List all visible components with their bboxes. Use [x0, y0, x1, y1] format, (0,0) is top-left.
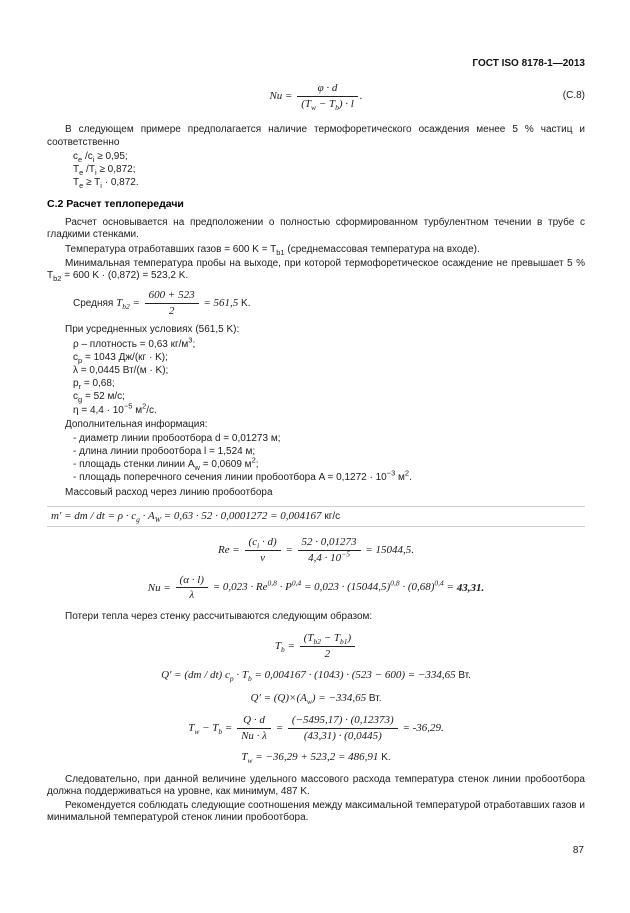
equation-c8-label: (С.8): [562, 90, 585, 102]
condition-line: $T_e \ge T_i \cdot 0,872$.: [73, 177, 139, 191]
fraction: $\frac{(T_{b2} - T_{b1})}{2}$: [300, 632, 356, 660]
info-line: - диаметр линии пробоотбора d = 0,01273 м;: [73, 432, 281, 444]
formula-nusselt: Nu = $\frac{(\alpha \cdot l)}{\lambda}$ = $0,023 \cdot Re^{0,8} \cdot P^{0,4} = 0,023 \cdot (15044,5)^{0,8} \cdot (0,68)^{0,4} = 43,31$.: [147, 573, 485, 602]
formula-q-area: $Q' = (Q)\times(A_w) = -334,65$ Вт.: [250, 691, 382, 706]
fraction: $\frac{(\alpha \cdot l)}{\lambda}$: [176, 574, 208, 602]
formula-tw: $T_w = -36,29 + 523,2 = 486,91$ K.: [241, 751, 391, 766]
fraction: $\frac{600 + 523}{2}$: [145, 289, 199, 317]
doc-header: [47, 58, 585, 70]
property-line: $p_r = 0,68$;: [73, 378, 115, 392]
paragraph-min-temp: Минимальная температура пробы на выходе, при которой термофоретическое осаждение не превышает 5 % $T_{b2} = 600$ K · (0,872) = 523,2 K.: [47, 257, 585, 283]
property-line: ρ – плотность = 0,63 $кг/м^3$;: [73, 335, 196, 350]
paragraph-exhaust-temp: Температура отработавших газов = 600 $K = T_{b1}$ (среднемассовая температура на входе).: [65, 243, 480, 257]
property-line: $c_g = 52$ м/с;: [73, 391, 125, 405]
formula-q-prime: Q′ = (dm / dt) $c_p \cdot T_b = 0,004167 \cdot (1043) \cdot (523 - 600) = -334,65$ Вт.: [161, 669, 471, 684]
paragraph-recommendation: Рекомендуется соблюдать следующие соотношения между максимальной температурой отработавших газов и минимальной температурой стенок линии пробоотбора.: [47, 800, 585, 824]
fraction: $\frac{(-5495,17) \cdot (0,12373)}{(43,31) \cdot (0,0445)}$: [288, 714, 398, 742]
page-number: 87: [572, 844, 584, 856]
equation-c8-row: [47, 82, 585, 113]
paragraph-basis: Расчет основывается на предположении о полностью сформированном турбулентном течении в трубе с гладкими стенками.: [47, 217, 585, 241]
formula-mean-temp: Средняя $T_{b2}$ = $\frac{600 + 523}{2}$ = 561,5 K.: [73, 289, 251, 317]
condition-line: $T_e$ $/T_i \ge 0,872$;: [73, 164, 136, 178]
fraction: $\frac{(c_i \cdot d)}{\nu}$: [245, 536, 281, 564]
paragraph-mass-flow-caption: Массовый расход через линию пробоотбора: [65, 486, 273, 498]
paragraph-heat-loss: Потери тепла через стенку рассчитываются следующим образом:: [65, 610, 373, 622]
paragraph-intro: В следующем примере предполагается наличие термофоретического осаждения менее 5 % частиц и соответственно: [47, 124, 585, 148]
fraction: $\frac{52 \cdot 0,01273}{4,4 \cdot 10^{-5}}$: [298, 536, 361, 564]
formula-tb: $T_b$ = $\frac{(T_{b2} - T_{b1})}{2}$: [47, 632, 585, 660]
info-line: - длина линии пробоотбора l = 1,524 м;: [73, 446, 256, 458]
section-heading-c2: С.2 Расчет теплопередачи: [47, 198, 184, 211]
property-line: $\eta = 4,4 \cdot 10^{-5}$ $м^2/с$.: [73, 401, 157, 416]
formula-reynolds: Re = $\frac{(c_i \cdot d)}{\nu}$ = $\frac{52 \cdot 0,01273}{4,4 \cdot 10^{-5}}$ = 15044,5.: [218, 536, 414, 564]
condition-line: $c_e$ $/c_i \ge 0,95$;: [73, 150, 128, 164]
document-number: ГОСТ ISO 8178-1—2013: [472, 58, 585, 69]
fraction: $\frac{Q \cdot d}{Nu \cdot \lambda}$: [237, 714, 271, 742]
fraction: $\frac{\varphi \cdot d}{(T_w - T_b) \cdot l}$: [297, 82, 358, 110]
paragraph-conclusion: Следовательно, при данной величине удельного массового расхода температура стенок линии пробоотбора должна поддерживаться на уровне, как минимум, 487 K.: [47, 773, 585, 797]
formula-mass-flow: m′ = dm / dt = $\rho \cdot c_g \cdot A_W = 0,63 \cdot 52 \cdot 0,0001272 = 0,004167$ кг/с: [47, 506, 585, 527]
info-line: - площадь стенки линии $A_w = 0,0609$ $м^2$;: [73, 455, 259, 473]
paragraph-avg-conditions: При усредненных условиях (561,5 K):: [65, 324, 240, 336]
properties-list: [47, 335, 585, 417]
paragraph-additional-info: Дополнительная информация:: [65, 418, 208, 430]
property-line: λ = 0,0445 Вт/(м · K);: [73, 364, 169, 376]
property-line: $c_p = 1043$ Дж/(кг · K);: [73, 351, 168, 365]
conditions-list: [47, 151, 585, 190]
equation-c8: Nu = $\frac{\varphi \cdot d}{(T_w - T_b) \cdot l}$ .: [269, 82, 363, 113]
formula-tw-tb: $T_w - T_b$ = $\frac{Q \cdot d}{Nu \cdot \lambda}$ = $\frac{(-5495,17) \cdot (0,12373)}{(43,31) \cdot (0,0445)}$ = -36,29.: [188, 714, 444, 742]
info-line: - площадь поперечного сечения линии пробоотбора $A = 0,1272 \cdot 10^{-3}$ $м^2$.: [73, 469, 412, 484]
info-list: [47, 433, 585, 485]
